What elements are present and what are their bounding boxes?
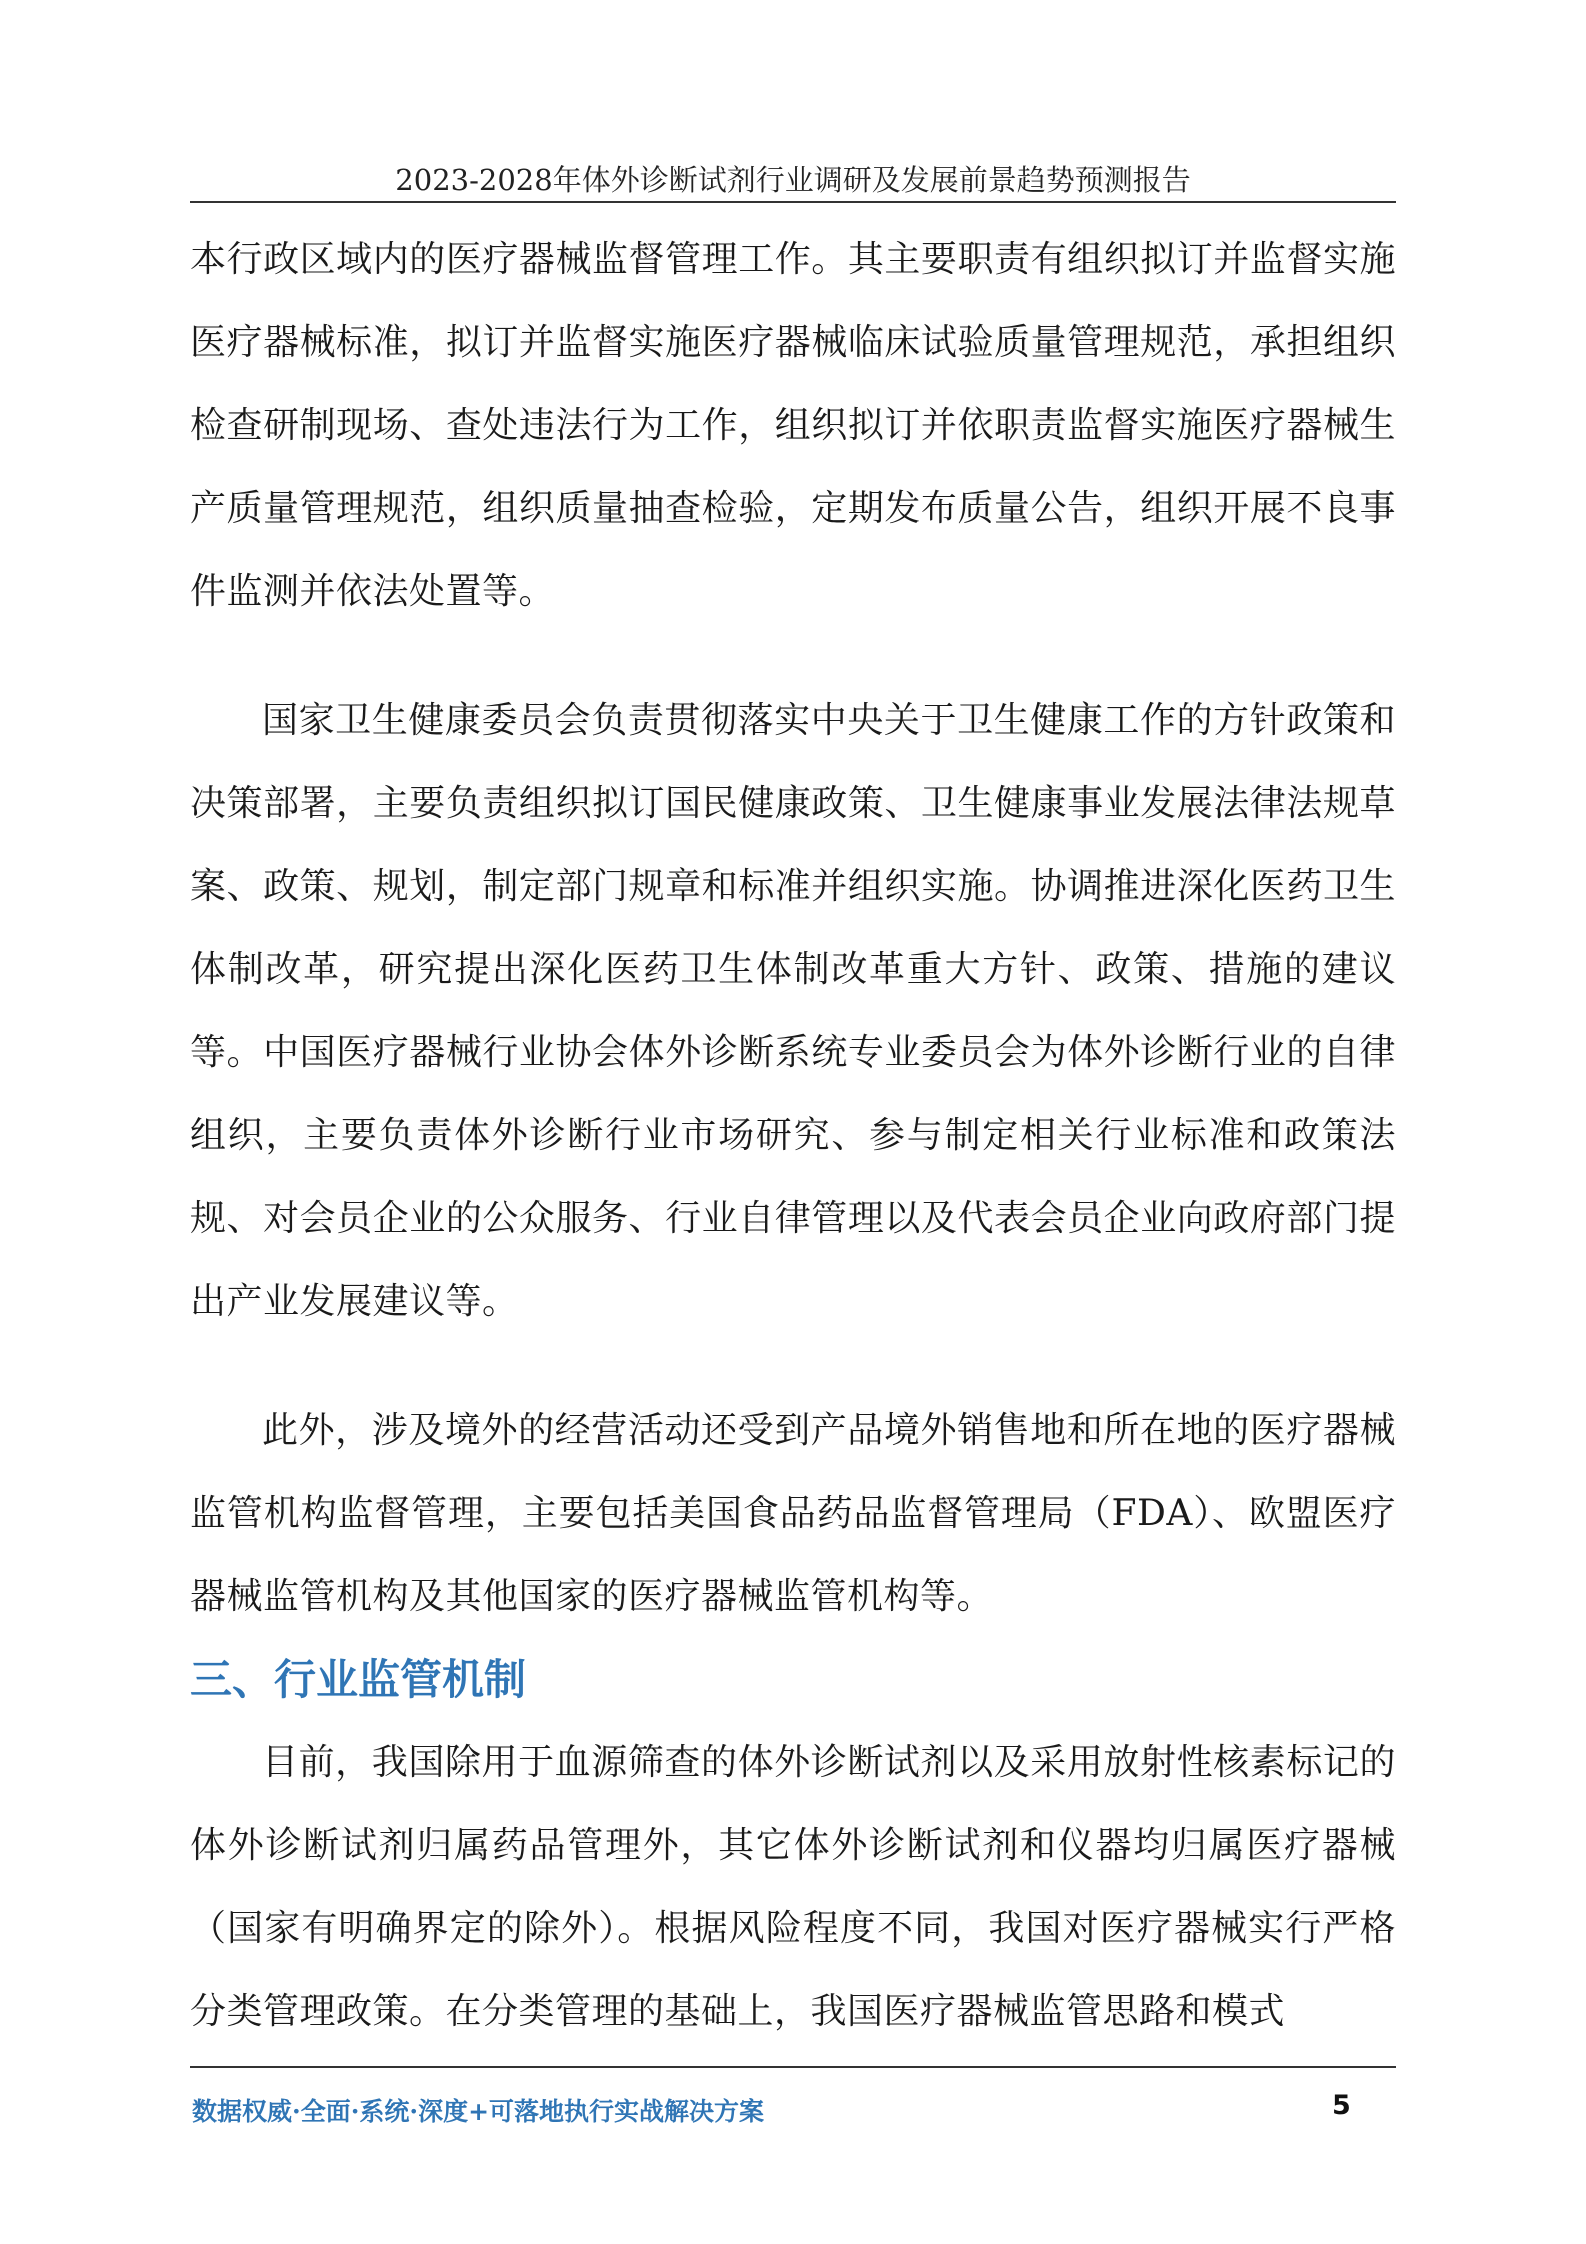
page-number: 5 bbox=[1332, 2090, 1351, 2121]
paragraph-spacer bbox=[190, 1343, 1396, 1389]
header-divider bbox=[190, 201, 1396, 203]
paragraph-overseas-regulation: 此外，涉及境外的经营活动还受到产品境外销售地和所在地的医疗器械监管机构监督管理，主要包括美国食品药品监督管理局（FDA）、欧盟医疗器械监管机构及其他国家的医疗器械监管机构等。 bbox=[190, 1410, 1396, 1617]
paragraph-continued: 本行政区域内的医疗器械监督管理工作。其主要职责有组织拟订并监督实施医疗器械标准，拟订并监督实施医疗器械临床试验质量管理规范，承担组织检查研制现场、查处违法行为工作，组织拟订并依职责监督实施医疗器械生产质量管理规范，组织质量抽查检验，定期发布质量公告，组织开展不良事件监测并依法处置等。 bbox=[190, 239, 1396, 612]
document-body bbox=[190, 218, 1396, 2053]
footer-slogan: 数据权威·全面·系统·深度+可落地执行实战解决方案 bbox=[192, 2097, 765, 2126]
paragraph-health-commission: 国家卫生健康委员会负责贯彻落实中央关于卫生健康工作的方针政策和决策部署，主要负责组织拟订国民健康政策、卫生健康事业发展法律法规草案、政策、规划，制定部门规章和标准并组织实施。协调推进深化医药卫生体制改革，研究提出深化医药卫生体制改革重大方针、政策、措施的建议等。中国医疗器械行业协会体外诊断系统专业委员会为体外诊断行业的自律组织，主要负责体外诊断行业市场研究、参与制定相关行业标准和政策法规、对会员企业的公众服务、行业自律管理以及代表会员企业向政府部门提出产业发展建议等。 bbox=[190, 700, 1396, 1322]
page-header-title: 2023-2028年体外诊断试剂行业调研及发展前景趋势预测报告 bbox=[395, 163, 1191, 197]
paragraph-spacer bbox=[190, 633, 1396, 679]
section-heading: 三、行业监管机制 bbox=[190, 1655, 527, 1704]
paragraph-regulatory-mechanism: 目前，我国除用于血源筛查的体外诊断试剂以及采用放射性核素标记的体外诊断试剂归属药品管理外，其它体外诊断试剂和仪器均归属医疗器械（国家有明确界定的除外）。根据风险程度不同，我国对医疗器械实行严格分类管理政策。在分类管理的基础上，我国医疗器械监管思路和模式 bbox=[190, 1742, 1396, 2032]
footer-divider bbox=[190, 2066, 1396, 2068]
